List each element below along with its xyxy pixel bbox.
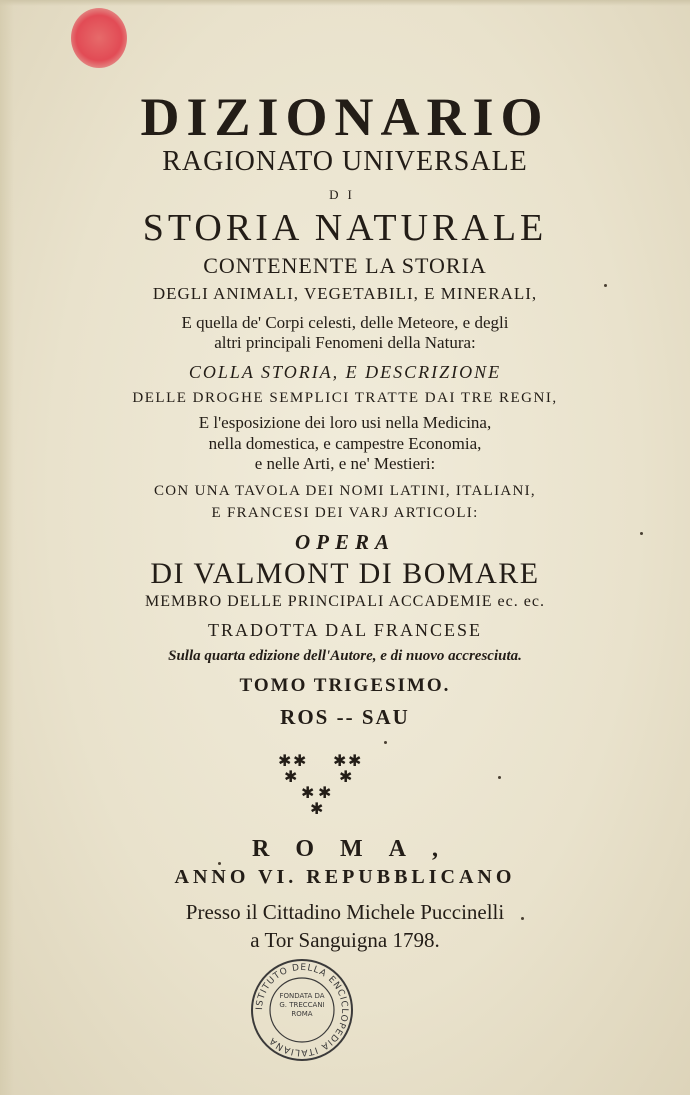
svg-text:✱: ✱ [333,752,347,770]
svg-text:✱: ✱ [339,767,353,786]
contenente-line: CONTENENTE LA STORIA [203,253,487,278]
translation-note: TRADOTTA DAL FRANCESE [208,620,482,640]
esposizione-line-2: nella domestica, e campestre Economia, [208,434,482,453]
svg-text:✱: ✱ [293,752,307,770]
svg-text:✱: ✱ [348,752,362,770]
imprint-city: ROMA, [252,836,464,862]
foxing-spot [384,741,387,744]
svg-text:✱: ✱ [310,799,324,816]
tavola-line-2: E FRANCESI DEI VARJ ARTICOLI: [211,505,479,521]
foxing-spot [604,284,607,287]
author-name: DI VALMONT DI BOMARE [150,557,540,590]
colla-storia-line: COLLA STORIA, E DESCRIZIONE [188,362,502,382]
author-membership: MEMBRO DELLE PRINCIPALI ACCADEMIE ec. ec. [145,593,545,610]
subtitle-di: DI [329,187,361,202]
volume-range: ROS -- SAU [280,705,410,729]
foxing-spot [218,862,221,865]
droghe-line: DELLE DROGHE SEMPLICI TRATTE DAI TRE REGNI, [132,390,558,406]
svg-text:✱: ✱ [284,767,298,786]
imprint-year-republican: ANNO VI. REPUBBLICANO [174,866,516,888]
svg-text:✱: ✱ [301,783,315,802]
asterisk-ornament-icon [266,752,386,816]
subtitle-storia-naturale: STORIA NATURALE [142,207,548,249]
foxing-spot [521,917,524,920]
foxing-spot [498,776,501,779]
imprint-printer: Presso il Cittadino Michele Puccinelli [185,900,505,924]
stamp-center-text: FONDATA DA G. TRECCANI ROMA [279,992,325,1018]
red-ink-stamp-icon [71,8,127,68]
main-title: DIZIONARIO [140,87,550,147]
svg-text:✱: ✱ [278,752,292,770]
degli-animali-line: DEGLI ANIMALI, VEGETABILI, E MINERALI, [152,284,538,303]
imprint-address-year: a Tor Sanguigna 1798. [250,928,440,952]
library-stamp-icon [250,958,354,1062]
page-top-shadow [0,0,690,6]
esposizione-line-1: E l'esposizione dei loro usi nella Medicina, [198,413,492,432]
esposizione-line-3: e nelle Arti, e ne' Mestieri: [254,454,436,473]
subtitle-ragionato: RAGIONATO UNIVERSALE [162,146,528,177]
svg-text:✱: ✱ [318,783,332,802]
edition-note: Sulla quarta edizione dell'Autore, e di nuovo accresciuta. [168,648,522,664]
foxing-spot [640,532,643,535]
corpi-celesti-line: E quella de' Corpi celesti, delle Meteore, e degli [181,313,509,332]
opera-label: OPERA [294,530,395,554]
stamp-ring-text: ISTITUTO DELLA ENCICLOPEDIA ITALIANA [254,962,350,1058]
fenomeni-line: altri principali Fenomeni della Natura: [214,333,476,352]
tavola-line-1: CON UNA TAVOLA DEI NOMI LATINI, ITALIANI, [154,483,536,499]
volume-number: TOMO TRIGESIMO. [239,675,451,696]
